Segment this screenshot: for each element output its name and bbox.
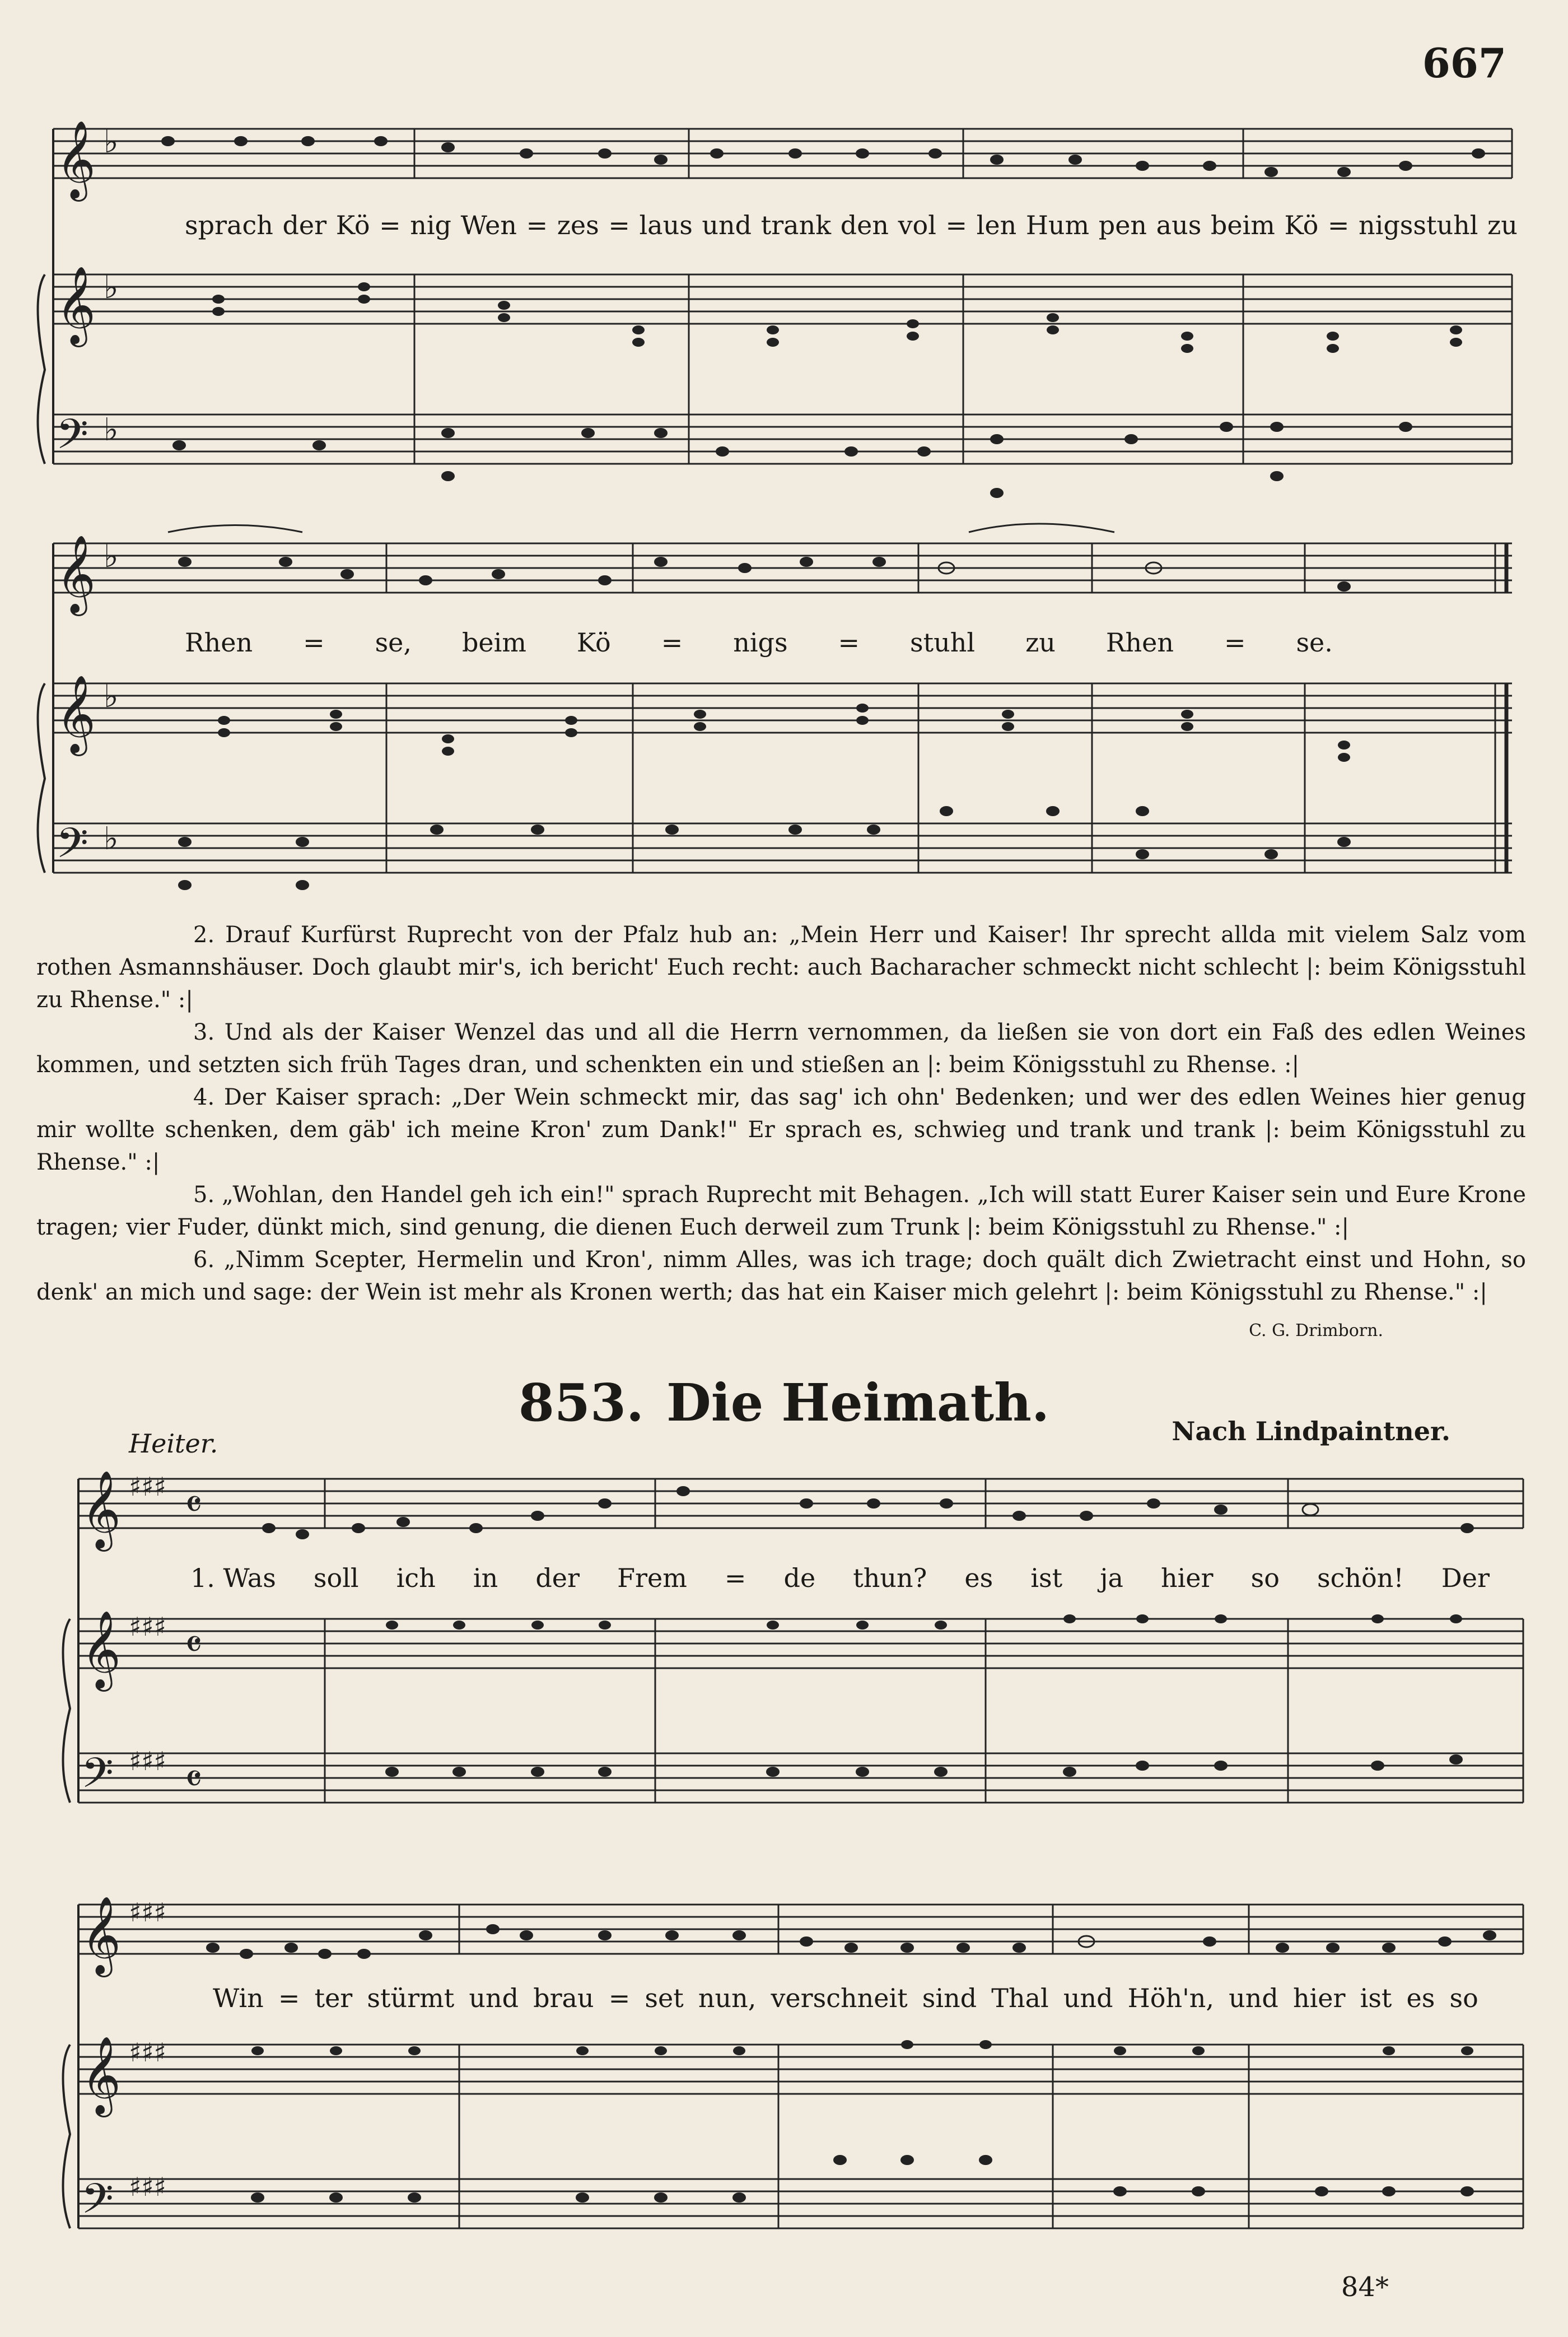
bass-clef: 𝄢 — [81, 2175, 114, 2233]
slur — [168, 525, 302, 533]
piano-bass-notes — [172, 422, 1412, 498]
treble-clef: 𝄞 — [81, 2036, 121, 2114]
treble-clef: 𝄞 — [56, 535, 96, 613]
flat-sign: ♭ — [104, 412, 119, 448]
voice-staff — [53, 543, 1512, 593]
tempo-marking: Heiter. — [129, 1428, 218, 1459]
music-system-4 — [0, 1877, 1568, 2280]
treble-clef: 𝄞 — [81, 1896, 121, 1974]
song-title-text: Die Heimath. — [666, 1372, 1050, 1433]
voice-notes — [262, 1486, 1474, 1539]
voice-staff — [53, 129, 1512, 178]
treble-clef: 𝄞 — [56, 675, 96, 753]
flat-sign: ♭ — [104, 124, 119, 160]
piano-treble-notes — [386, 1614, 1462, 1630]
piano-treble-staff — [78, 1619, 1523, 1668]
verses-text — [36, 919, 1526, 1309]
brace — [63, 2045, 71, 2228]
music-system-2 — [0, 521, 1568, 924]
common-time: 𝄴 — [185, 1622, 203, 1668]
music-system-1 — [0, 112, 1568, 515]
piano-bass-staff — [53, 823, 1512, 873]
verse-3: 3. Und als der Kaiser Wenzel das und all die Herrn vernommen, da ließen sie von dort ein Faß des edlen Weines kommen, und setzten sich früh Tages dran, und schenkten ein und stießen an |: beim Königsstuhl zu Rhense. :| — [36, 1019, 1526, 1078]
treble-clef: 𝄞 — [56, 266, 96, 344]
verse-6: 6. „Nimm Scepter, Hermelin und Kron', nimm Alles, was ich trage; doch quält dich Zwietracht einst und Hohn, so denk' an mich und sage: der Wein ist mehr als Kronen werth; das hat ein Kaiser mich gelehrt |: beim Königsstuhl zu Rhense." :| — [36, 1247, 1526, 1305]
slur — [969, 524, 1114, 532]
brace — [38, 274, 45, 464]
flat-sign: ♭ — [104, 678, 119, 715]
author-attribution: C. G. Drimborn. — [1249, 1321, 1383, 1340]
sharp-signs: ♯♯♯ — [129, 1897, 166, 1928]
piano-bass-staff — [53, 415, 1512, 464]
verse-2: 2. Drauf Kurfürst Ruprecht von der Pfalz hub an: „Mein Herr und Kaiser! Ihr sprecht allda mit vielem Salz vom rothen Asmannshäuser. Doch glaubt mir's, ich bericht' Euch recht: auch Bacharacher schmeckt nicht schlecht |: beim Königsstuhl zu Rhense." :| — [36, 922, 1526, 1013]
verse-5: 5. „Wohlan, den Handel geh ich ein!" sprach Ruprecht mit Behagen. „Ich will statt Eurer Kaiser sein und Eure Krone tragen; vier Fuder, dünkt mich, sind genung, die dienen Euch derweil zum Trunk |: beim Königsstuhl zu Rhense." :| — [36, 1182, 1526, 1240]
sharp-signs: ♯♯♯ — [129, 2172, 166, 2202]
song-number: 853. — [518, 1372, 644, 1433]
sharp-signs: ♯♯♯ — [129, 1612, 166, 1642]
brace — [38, 683, 45, 873]
treble-clef: 𝄞 — [56, 120, 96, 198]
flat-sign: ♭ — [104, 538, 119, 575]
lyrics-line-4: Win = ter stürmt und brau = set nun, verschneit sind Thal und Höh'n, und hier ist es so — [213, 1983, 1478, 2013]
bass-clef: 𝄢 — [56, 819, 88, 878]
lyrics-line-3: 1. Was soll ich in der Frem = de thun? es ist ja hier so schön! Der — [190, 1563, 1490, 1593]
lyrics-line-1: sprach der Kö = nig Wen = zes = laus und trank den vol = len Hum pen aus beim Kö = nigsstuhl zu — [185, 210, 1518, 240]
treble-clef: 𝄞 — [81, 1610, 121, 1688]
piano-treble-staff — [53, 683, 1512, 733]
sharp-signs: ♯♯♯ — [129, 2037, 166, 2068]
flat-sign: ♭ — [104, 269, 119, 306]
piano-treble-staff — [53, 274, 1512, 324]
sharp-signs: ♯♯♯ — [129, 1746, 166, 1776]
sharp-signs: ♯♯♯ — [129, 1472, 166, 1502]
composer: Nach Lindpaintner. — [1172, 1416, 1450, 1446]
common-time: 𝄴 — [185, 1756, 203, 1802]
piano-treble-notes — [251, 2040, 1473, 2055]
bass-clef: 𝄢 — [81, 1749, 114, 1808]
treble-clef: 𝄞 — [81, 1470, 121, 1548]
voice-notes — [178, 557, 1351, 592]
voice-notes — [161, 136, 1485, 177]
lyrics-line-2: Rhen = se, beim Kö = nigs = stuhl zu Rhen = se. — [185, 627, 1333, 658]
piano-bass-staff — [78, 2179, 1523, 2228]
piano-treble-staff — [78, 2045, 1523, 2094]
page-number: 667 — [1422, 39, 1506, 87]
bass-clef: 𝄢 — [56, 410, 88, 469]
music-system-3 — [0, 1468, 1568, 1871]
brace — [63, 1619, 71, 1803]
piano-treble-notes — [212, 282, 1462, 353]
flat-sign: ♭ — [104, 821, 119, 857]
piano-bass-staff — [78, 1753, 1523, 1803]
verse-4: 4. Der Kaiser sprach: „Der Wein schmeckt mir, das sag' ich ohn' Bedenken; und wer des edlen Weines hier genug mir wollte schenken, dem gäb' ich meine Kron' zum Dank!" Er sprach es, schwieg und trank und trank |: beim Königsstuhl zu Rhense." :| — [36, 1084, 1526, 1175]
common-time: 𝄴 — [185, 1482, 203, 1528]
signature-mark: 84* — [1341, 2271, 1389, 2303]
